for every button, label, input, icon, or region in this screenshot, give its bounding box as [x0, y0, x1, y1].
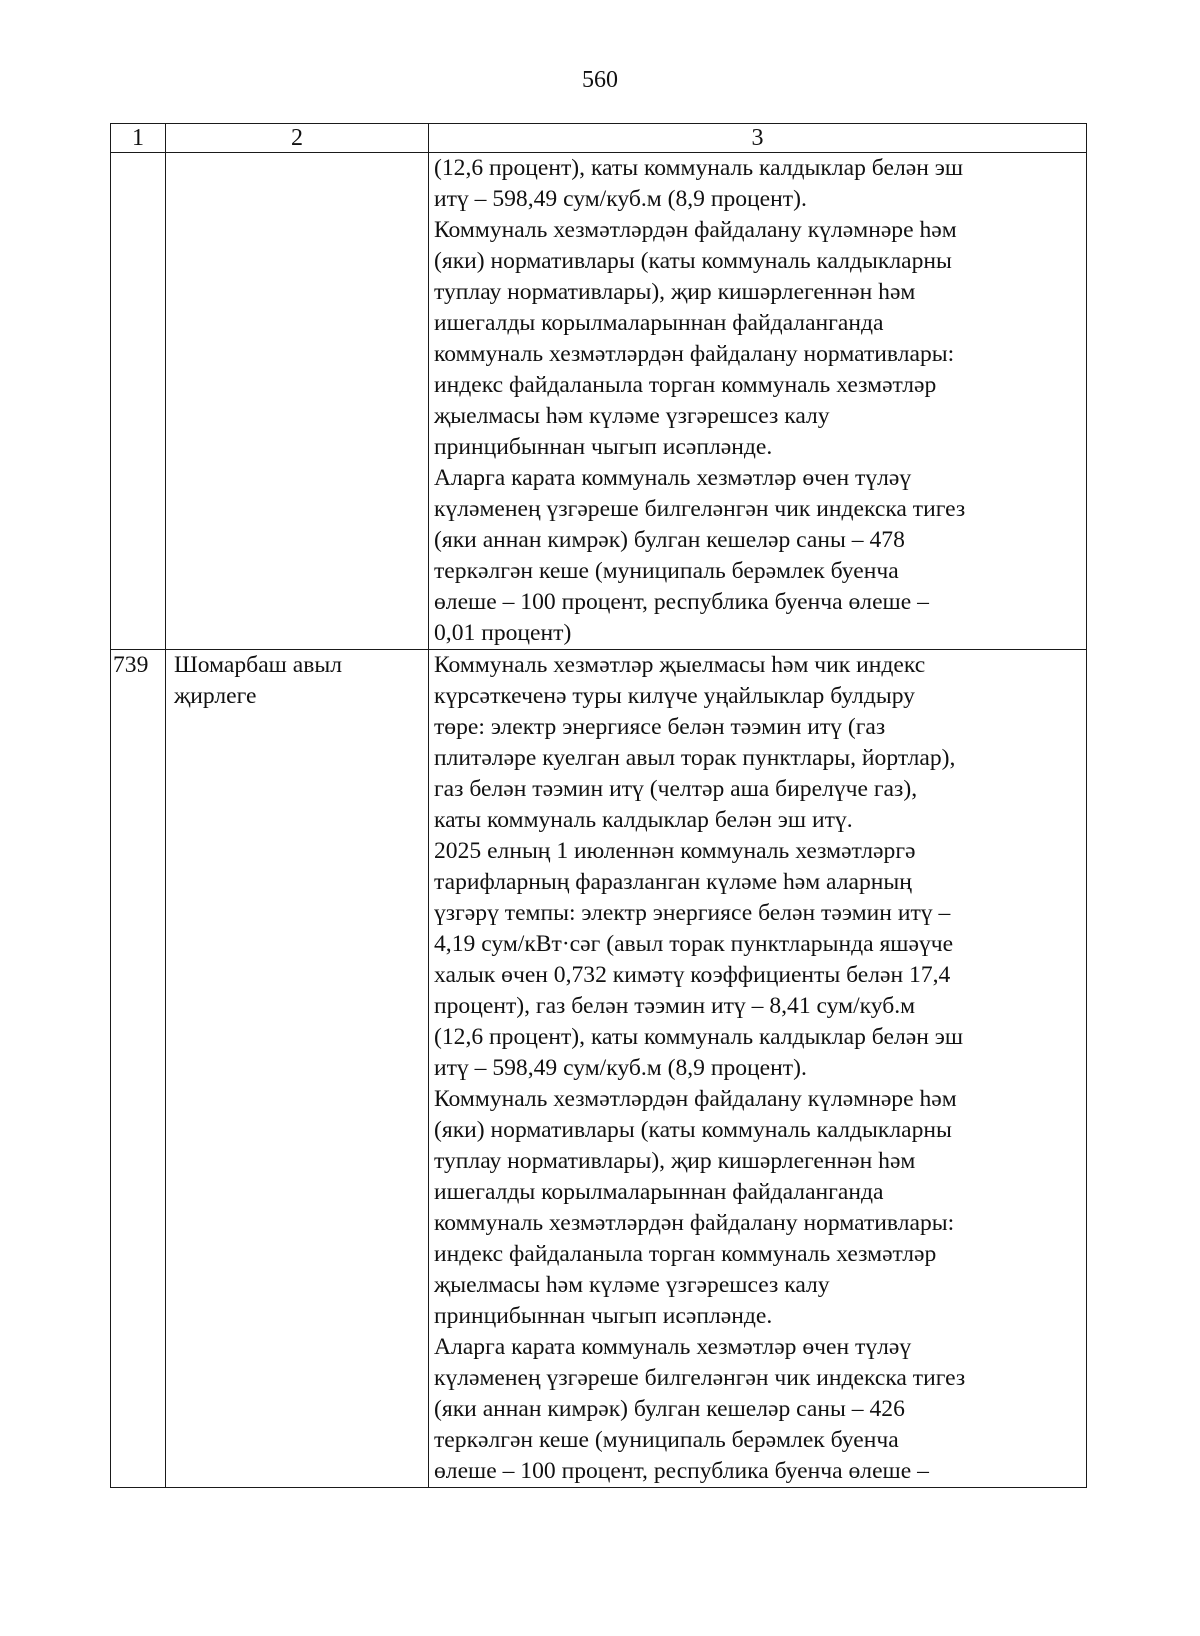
row-name-cell — [166, 650, 429, 1488]
description-paragraph: Аларга карата коммуналь хезмәтләр өчен түләү күләменең үзгәреше билгеләнгән чик индекска тигез (яки аннан кимрәк) булган кешеләр саны – 426 теркәлгән кеше (муниципаль берәмлек буенча өлеше – 100 процент, республика буенча өлеше – — [434, 1334, 966, 1484]
header-col-3: 3 — [429, 124, 1087, 153]
table-row-continuation — [111, 153, 1087, 650]
description-paragraph: Коммуналь хезмәтләрдән файдалану күләмнәре һәм (яки) нормативлары (каты коммуналь калдыкларны туплау нормативлары), җир кишәрлегеннән һәм ишегалды корылмаларыннан файдаланганда коммуналь хезмәтләрдән файдалану нормативлары: индекс файдаланыла торган коммуналь хезмәтләр җыелмасы һәм күләме үзгәрешсез калу принцибыннан чыгып исәпләнде. — [434, 217, 957, 460]
description-paragraph: 2025 елның 1 июленнән коммуналь хезмәтләргә тарифларның фаразланган күләме һәм аларның үзгәрү темпы: электр энергиясе белән тәэмин итү – 4,19 сум/кВт·сәг (авыл торак пунктларында яшәүче халык өчен 0,732 кимәтү коэффициенты белән 17,4 процент), газ белән тәэмин итү – 8,41 сум/куб.м (12,6 процент), каты коммуналь калдыклар белән эш итү – 598,49 сум/куб.м (8,9 процент). — [434, 838, 964, 1081]
description-paragraph: Коммуналь хезмәтләр җыелмасы һәм чик индекс күрсәткеченә туры килүче уңайлыклар булдыру төре: электр энергиясе белән тәэмин итү (газ плитәләре куелган авыл торак пунктлары, йортлар), газ белән тәэмин итү (челтәр аша бирелүче газ), каты коммуналь калдыклар белән эш итү. — [434, 652, 956, 833]
table-row-739 — [111, 650, 1087, 1488]
row-description-cell — [429, 153, 1087, 650]
description-paragraph: (12,6 процент), каты коммуналь калдыклар белән эш итү – 598,49 сум/куб.м (8,9 процент). — [434, 155, 964, 212]
row-description-cell — [429, 650, 1087, 1488]
row-name-cell — [166, 153, 429, 650]
document-table — [110, 123, 1087, 1488]
row-number-cell: 739 — [111, 650, 166, 1488]
row-number-cell — [111, 153, 166, 650]
header-col-1: 1 — [111, 124, 166, 153]
description-paragraph: Аларга карата коммуналь хезмәтләр өчен түләү күләменең үзгәреше билгеләнгән чик индекска тигез (яки аннан кимрәк) булган кешеләр саны – 478 теркәлгән кеше (муниципаль берәмлек буенча өлеше – 100 процент, республика буенча өлеше – 0,01 процент) — [434, 465, 966, 646]
table-header-row — [111, 124, 1087, 153]
description-paragraph: Коммуналь хезмәтләрдән файдалану күләмнәре һәм (яки) нормативлары (каты коммуналь калдыкларны туплау нормативлары), җир кишәрлегеннән һәм ишегалды корылмаларыннан файдаланганда коммуналь хезмәтләрдән файдалану нормативлары: индекс файдаланыла торган коммуналь хезмәтләр җыелмасы һәм күләме үзгәрешсез калу принцибыннан чыгып исәпләнде. — [434, 1086, 957, 1329]
page-number: 560 — [582, 67, 618, 93]
header-col-2: 2 — [166, 124, 429, 153]
settlement-name: Шомарбаш авыл җирлеге — [174, 652, 342, 709]
